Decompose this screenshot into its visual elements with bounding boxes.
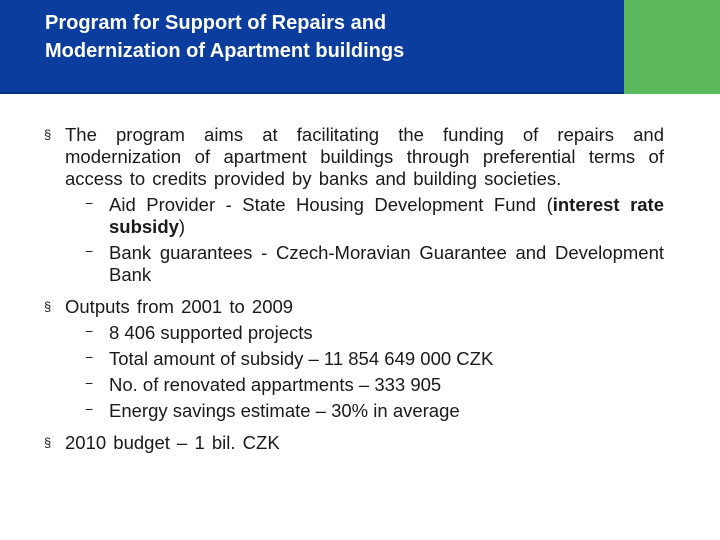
bullet-marker-icon: § xyxy=(44,299,52,314)
bullet-program-aims xyxy=(44,124,664,286)
bullet-outputs xyxy=(44,296,664,422)
sub-list-program xyxy=(65,194,664,286)
sub-item-aid-provider xyxy=(65,194,664,238)
header-accent-block xyxy=(624,0,720,94)
bullet-marker-icon: § xyxy=(44,127,52,142)
page-title-line-1: Program for Support of Repairs and xyxy=(45,12,387,34)
sub-list-outputs xyxy=(65,322,664,422)
sub-item-text: No. of renovated appartments – 333 905 xyxy=(109,374,442,395)
page-title-line-2: Modernization of Apartment buildings xyxy=(45,40,405,62)
sub-item-text: 8 406 supported projects xyxy=(109,322,313,343)
title-banner xyxy=(0,0,624,94)
sub-item-bank-guarantees xyxy=(65,242,664,286)
dash-icon: − xyxy=(85,323,94,339)
sub-item-supported-projects xyxy=(65,322,664,344)
page-title xyxy=(45,9,404,65)
dash-icon: − xyxy=(85,401,94,417)
bullet-list xyxy=(44,124,664,464)
aid-provider-closing: ) xyxy=(178,216,186,237)
bullet-budget xyxy=(44,432,664,454)
sub-item-total-subsidy xyxy=(65,348,664,370)
sub-item-text: Bank guarantees - Czech-Moravian Guarantee and Development Bank xyxy=(109,242,664,285)
sub-item-text: Total amount of subsidy – 11 854 649 000 CZK xyxy=(109,348,494,369)
bullet-marker-icon: § xyxy=(44,435,52,450)
dash-icon: − xyxy=(85,195,94,211)
bullet-text: Outputs from 2001 to 2009 xyxy=(65,296,294,317)
dash-icon: − xyxy=(85,243,94,259)
dash-icon: − xyxy=(85,349,94,365)
sub-item-text xyxy=(109,194,664,238)
bullet-text: 2010 budget – 1 bil. CZK xyxy=(65,432,280,453)
sub-item-text: Energy savings estimate – 30% in average xyxy=(109,400,460,421)
bullet-text: The program aims at facilitating the funding of repairs and modernization of apartment buildings through preferential terms of access to credits provided by banks and building societies. xyxy=(65,124,664,189)
dash-icon: − xyxy=(85,375,94,391)
aid-provider-text: Aid Provider - State Housing Development Fund ( xyxy=(109,194,553,215)
sub-item-renovated-apartments xyxy=(65,374,664,396)
interest-rate-subsidy-text: interest rate subsidy xyxy=(109,194,665,237)
sub-item-energy-savings xyxy=(65,400,664,422)
